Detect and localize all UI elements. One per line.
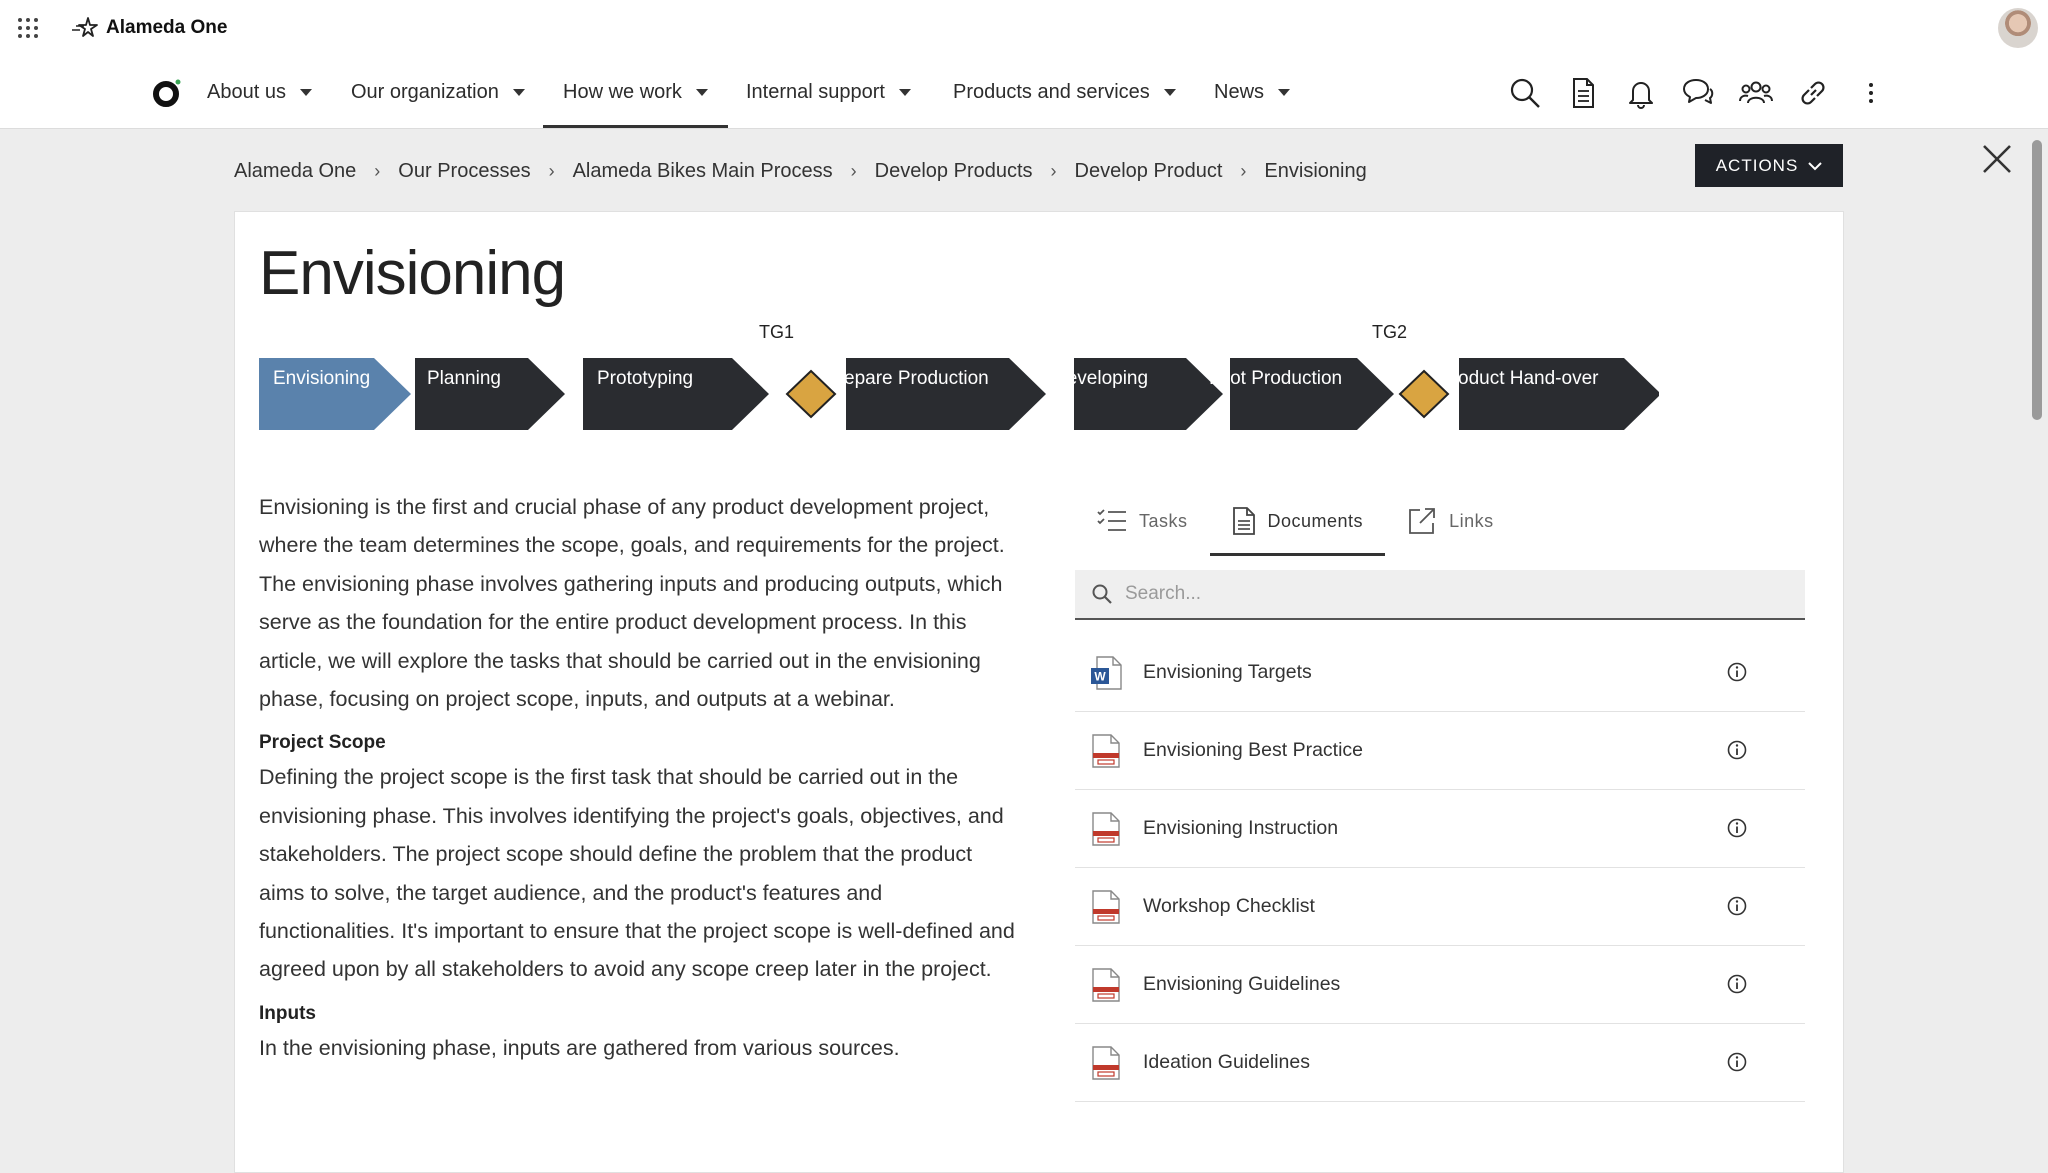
pdf-document-icon xyxy=(1089,1045,1123,1081)
breadcrumb xyxy=(234,156,1367,186)
brand-link[interactable] xyxy=(70,14,227,42)
flow-step-label: Pilot Production xyxy=(1209,368,1343,389)
article-scope-text: Defining the project scope is the first task that should be carried out in the envisioning phase. This involves identifying the project's goals, objectives, and stakeholders. The project scope should define the problem that the product aims to solve, the target audience, and the product's features and functionalities. It's important to ensure that the project scope is well-defined and agreed upon by all stakeholders to avoid any scope creep later in the project. xyxy=(259,765,1015,982)
article-inputs-text: In the envisioning phase, inputs are gathered from various sources. xyxy=(259,1035,900,1060)
article-body xyxy=(259,488,1019,1067)
nav-products-and-services[interactable] xyxy=(953,56,1176,128)
nav-label: Products and services xyxy=(953,80,1150,103)
info-icon[interactable] xyxy=(1727,740,1747,760)
page-title: Envisioning xyxy=(259,239,566,308)
nav-label: Internal support xyxy=(746,80,885,103)
panel-tabs xyxy=(1075,488,1805,556)
document-icon xyxy=(1232,506,1256,536)
more-vertical-icon[interactable] xyxy=(1854,76,1888,110)
nav-news[interactable] xyxy=(1214,56,1290,128)
nav-how-we-work[interactable] xyxy=(563,56,708,128)
content-card xyxy=(234,211,1844,1173)
app-launcher-icon[interactable] xyxy=(16,16,40,40)
svg-text:W: W xyxy=(1094,669,1106,683)
scrollbar-thumb[interactable] xyxy=(2032,140,2042,420)
list-item[interactable] xyxy=(1075,1024,1805,1102)
pdf-document-icon xyxy=(1089,733,1123,769)
breadcrumb-item[interactable]: Develop Product xyxy=(1074,159,1223,182)
nav-label: About us xyxy=(207,80,286,103)
main-navigation xyxy=(0,56,2048,129)
breadcrumb-separator: › xyxy=(374,160,381,181)
bell-icon[interactable] xyxy=(1624,76,1658,110)
nav-about-us[interactable] xyxy=(207,56,312,128)
caret-down-icon xyxy=(1278,89,1290,96)
tab-label: Links xyxy=(1449,510,1494,531)
flow-step-label: Envisioning xyxy=(273,368,371,389)
breadcrumb-item[interactable]: Develop Products xyxy=(874,159,1033,182)
word-document-icon xyxy=(1089,655,1123,691)
breadcrumb-current: Envisioning xyxy=(1264,159,1367,182)
pdf-document-icon xyxy=(1089,967,1123,1003)
breadcrumb-item[interactable]: Alameda One xyxy=(234,159,357,182)
nav-internal-support[interactable] xyxy=(746,56,911,128)
breadcrumb-item[interactable]: Alameda Bikes Main Process xyxy=(572,159,833,182)
breadcrumb-separator: › xyxy=(1050,160,1057,181)
tab-label: Tasks xyxy=(1139,510,1188,531)
info-icon[interactable] xyxy=(1727,974,1747,994)
breadcrumb-separator: › xyxy=(548,160,555,181)
top-app-bar xyxy=(0,0,2048,56)
section-heading-inputs: Inputs xyxy=(259,1002,316,1024)
list-item[interactable] xyxy=(1075,712,1805,790)
nav-label: Our organization xyxy=(351,80,499,103)
actions-label: ACTIONS xyxy=(1715,155,1799,175)
info-icon[interactable] xyxy=(1727,662,1747,682)
resources-panel xyxy=(1075,488,1805,1102)
search-icon xyxy=(1091,583,1113,605)
flow-step-label: Prototyping xyxy=(597,368,694,389)
caret-down-icon xyxy=(300,89,312,96)
breadcrumb-separator: › xyxy=(1240,160,1247,181)
document-icon[interactable] xyxy=(1566,76,1600,110)
tab-label: Documents xyxy=(1267,510,1364,531)
process-flow xyxy=(259,322,1659,432)
info-icon[interactable] xyxy=(1727,896,1747,916)
breadcrumb-separator: › xyxy=(850,160,857,181)
document-name: Envisioning Targets xyxy=(1143,661,1312,683)
list-item[interactable] xyxy=(1075,946,1805,1024)
nav-label: How we work xyxy=(563,80,682,103)
user-avatar[interactable] xyxy=(1998,8,2038,48)
document-list xyxy=(1075,634,1805,1102)
list-item[interactable] xyxy=(1075,634,1805,712)
tab-tasks[interactable] xyxy=(1075,488,1210,554)
caret-down-icon xyxy=(899,89,911,96)
brand-logo-icon xyxy=(70,16,100,40)
chat-icon[interactable] xyxy=(1681,76,1715,110)
pdf-document-icon xyxy=(1089,811,1123,847)
flow-step-label: Developing xyxy=(1053,368,1149,389)
flow-step-label: Prepare Production xyxy=(825,368,989,389)
document-name: Envisioning Best Practice xyxy=(1143,739,1364,761)
actions-button[interactable] xyxy=(1695,144,1843,187)
document-name: Ideation Guidelines xyxy=(1143,1051,1310,1073)
gate-label: TG1 xyxy=(759,322,795,342)
tab-links[interactable] xyxy=(1385,488,1516,554)
document-search xyxy=(1075,570,1805,620)
breadcrumb-item[interactable]: Our Processes xyxy=(398,159,531,182)
link-icon[interactable] xyxy=(1796,76,1830,110)
article-intro: Envisioning is the first and crucial phase of any product development project, where the team determines the scope, goals, and requirements for the project. The envisioning phase involves gathering inputs and producing outputs, which serve as the foundation for the entire product development process. In this article, we will explore the tasks that should be carried out in the envisioning phase, focusing on project scope, inputs, and outputs at a webinar. xyxy=(259,495,1005,712)
document-name: Workshop Checklist xyxy=(1143,895,1315,917)
external-link-icon xyxy=(1407,506,1437,536)
people-icon[interactable] xyxy=(1739,76,1773,110)
info-icon[interactable] xyxy=(1727,1052,1747,1072)
caret-down-icon xyxy=(513,89,525,96)
info-icon[interactable] xyxy=(1727,818,1747,838)
brand-name: Alameda One xyxy=(106,17,228,38)
caret-down-icon xyxy=(1164,89,1176,96)
task-list-icon xyxy=(1097,508,1127,534)
document-name: Envisioning Guidelines xyxy=(1143,973,1341,995)
caret-down-icon xyxy=(696,89,708,96)
chevron-down-icon xyxy=(1808,161,1822,171)
gate-label: TG2 xyxy=(1372,322,1408,342)
pdf-document-icon xyxy=(1089,889,1123,925)
search-input[interactable] xyxy=(1123,582,1727,606)
nav-our-organization[interactable] xyxy=(351,56,525,128)
nav-label: News xyxy=(1214,80,1265,103)
search-icon[interactable] xyxy=(1508,76,1542,110)
flow-step-label: Planning xyxy=(427,368,501,389)
section-heading-project-scope: Project Scope xyxy=(259,732,386,754)
home-logo-icon[interactable] xyxy=(152,78,182,108)
flow-step-label: Product Hand-over xyxy=(1439,368,1599,389)
document-name: Envisioning Instruction xyxy=(1143,817,1339,839)
list-item[interactable] xyxy=(1075,790,1805,868)
close-icon[interactable] xyxy=(1980,142,2014,176)
list-item[interactable] xyxy=(1075,868,1805,946)
tab-documents[interactable] xyxy=(1210,488,1386,554)
